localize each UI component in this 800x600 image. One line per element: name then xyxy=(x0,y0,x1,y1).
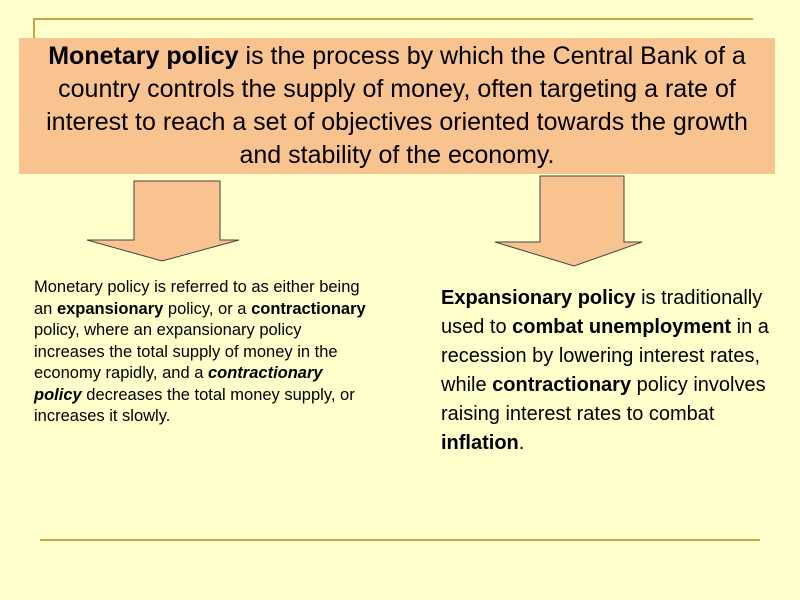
right-bold-expansionary-policy: Expansionary policy xyxy=(441,287,636,309)
top-divider-tick xyxy=(33,18,35,40)
left-bold-italic-contractionary-policy: contractionary policy xyxy=(34,364,323,404)
bottom-divider xyxy=(40,539,760,541)
right-text-4: . xyxy=(518,432,525,454)
top-divider xyxy=(33,18,753,20)
right-text-2: in a recession by lowering interest rates, while xyxy=(441,316,769,396)
left-bold-contractionary: contractionary xyxy=(251,299,366,318)
definition-text: is the process by which the Central Bank of a country controls the supply of money, often targeting a rate of interest to reach a set of objectives oriented towards the growth and stability of the economy. xyxy=(46,42,748,169)
right-explanation xyxy=(441,284,781,458)
right-bold-inflation: inflation xyxy=(441,432,519,454)
right-text-3: policy involves raising interest rates to combat xyxy=(441,374,766,425)
left-bold-expansionary: expansionary xyxy=(56,299,164,318)
down-arrow-right-icon xyxy=(494,175,644,267)
right-bold-contractionary: contractionary xyxy=(492,374,632,396)
definition-box xyxy=(19,38,775,174)
right-text-1: is traditionally used to xyxy=(441,287,763,338)
down-arrow-left-icon xyxy=(86,180,241,262)
right-bold-combat-unemployment: combat unemployment xyxy=(512,316,732,338)
left-text-3: policy, where an expansionary policy increases the total supply of money in the economy rapidly, and a xyxy=(34,321,338,382)
definition-term: Monetary policy xyxy=(48,42,239,70)
left-text-2: policy, or a xyxy=(163,299,252,318)
left-explanation xyxy=(34,277,370,428)
left-text-1: Monetary policy is referred to as either being an xyxy=(34,278,360,318)
left-text-4: decreases the total money supply, or increases it slowly. xyxy=(34,385,355,425)
